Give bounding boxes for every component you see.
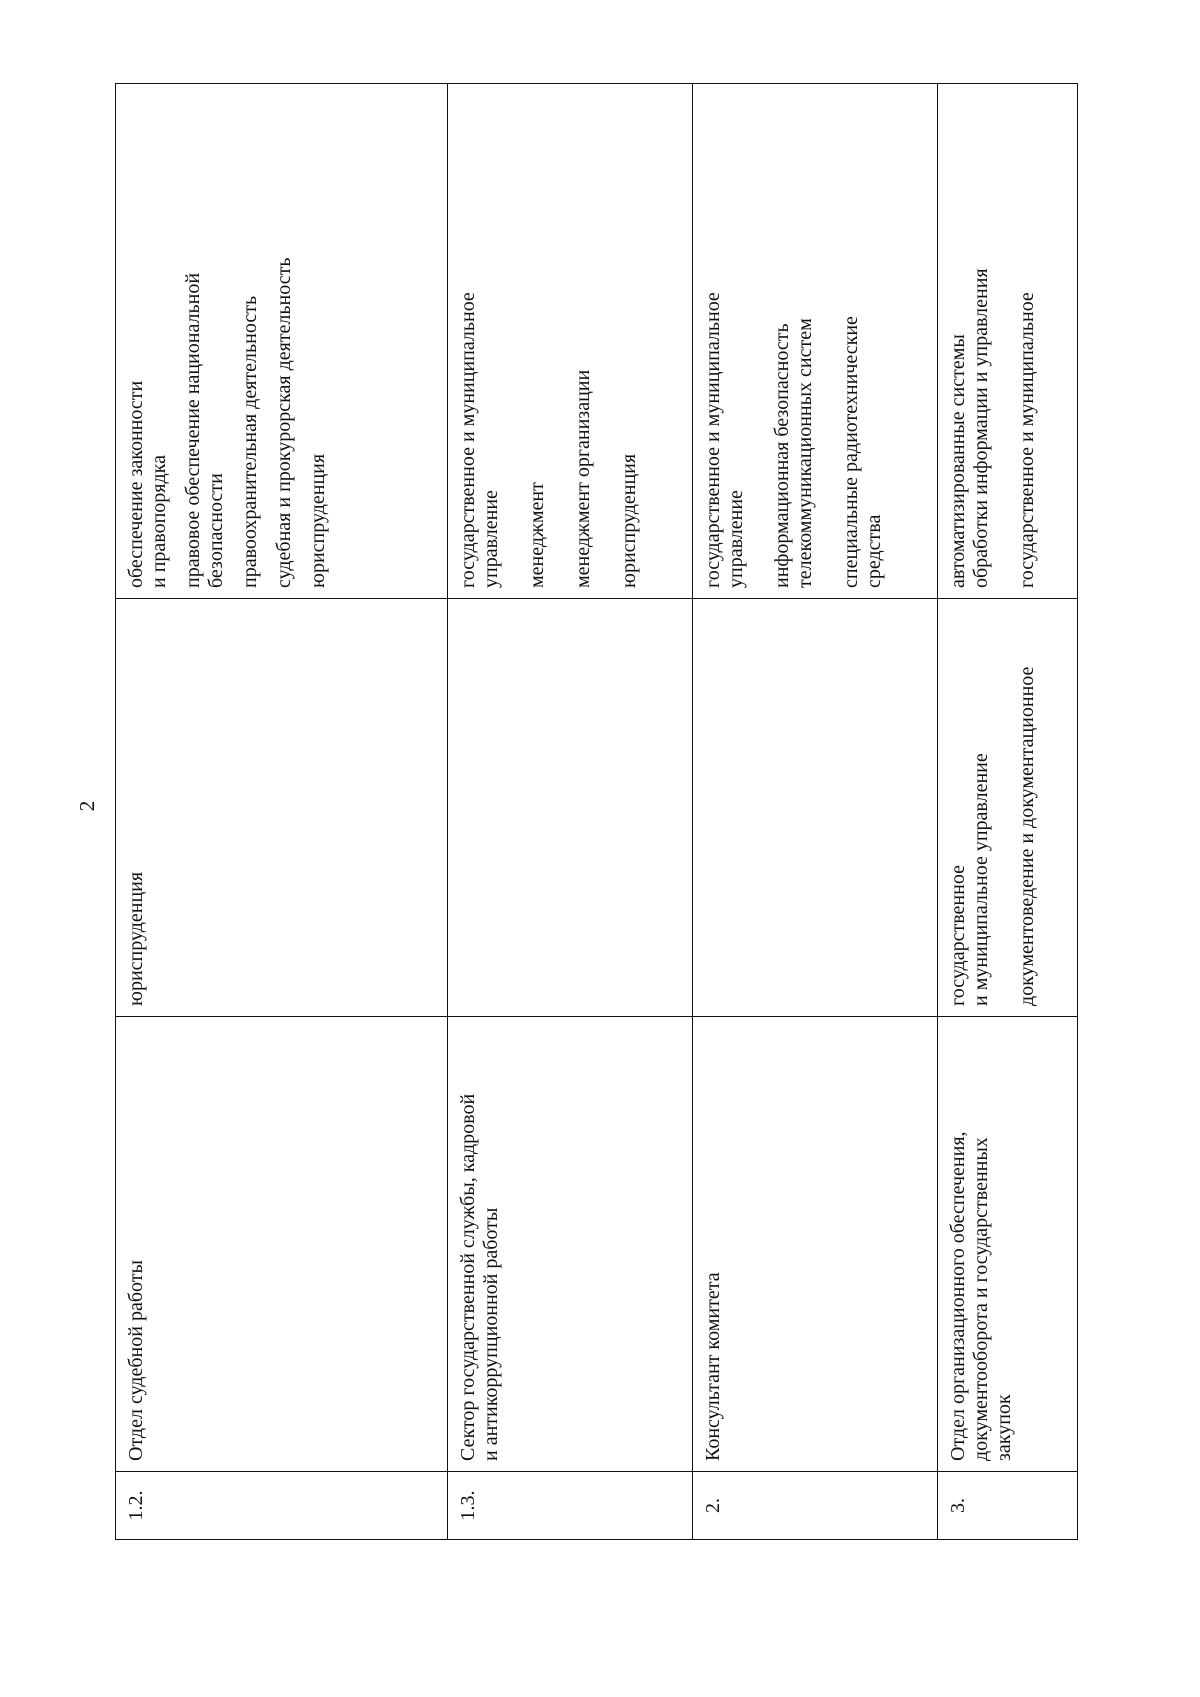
specialty-item: документоведение и документационное [1016,666,1038,1006]
education-cell-secondary [116,84,448,599]
row-number: 1.2. [116,1472,448,1540]
education-cell-primary [116,599,448,1017]
specialty-item: юриспруденция [618,453,640,588]
page-number: 2 [75,800,99,812]
department-name: Сектор государственной службы, кадровой и антикоррупционной работы [448,1017,693,1472]
specialty-item: менеджмент организации [572,369,594,588]
specialty-item: государственное и муниципальное управление [947,753,992,1006]
row-number: 3. [938,1472,1078,1540]
specialty-item: правоохранительная деятельность [239,295,261,588]
specialty-item: специальные радиотехнические средства [840,316,885,588]
specialty-item: судебная и прокурорская деятельность [273,257,295,588]
education-cell-secondary [693,84,938,599]
specialty-item: автоматизированные системы обработки информации и управления [947,268,992,588]
department-name: Консультант комитета [693,1017,938,1472]
table-row [938,84,1078,1540]
rotated-table-container [115,84,1077,1540]
specialty-item: менеджмент [526,482,548,588]
education-cell-secondary [938,84,1078,599]
department-name: Отдел организационного обеспечения, документооборота и государственных закупок [938,1017,1078,1472]
education-cell-primary [693,599,938,1017]
table-row [116,84,448,1540]
row-number: 1.3. [448,1472,693,1540]
positions-table [115,83,1078,1540]
education-cell-primary [938,599,1078,1017]
specialty-item: юриспруденция [125,871,147,1006]
specialty-item: информационная безопасность телекоммуникационных систем [771,318,816,588]
specialty-item: обеспечение законности и правопорядка [125,380,170,588]
specialty-item: государственное и муниципальное управление [702,292,747,588]
specialty-item: юриспруденция [307,453,329,588]
specialty-item: государственное и муниципальное управление [457,292,502,588]
specialty-item: государственное и муниципальное [1016,292,1038,588]
specialty-item: правовое обеспечение национальной безопасности [182,272,227,588]
education-cell-secondary [448,84,693,599]
education-cell-primary [448,599,693,1017]
row-number: 2. [693,1472,938,1540]
department-name: Отдел судебной работы [116,1017,448,1472]
table-body [116,84,1078,1540]
table-row [448,84,693,1540]
table-row [693,84,938,1540]
